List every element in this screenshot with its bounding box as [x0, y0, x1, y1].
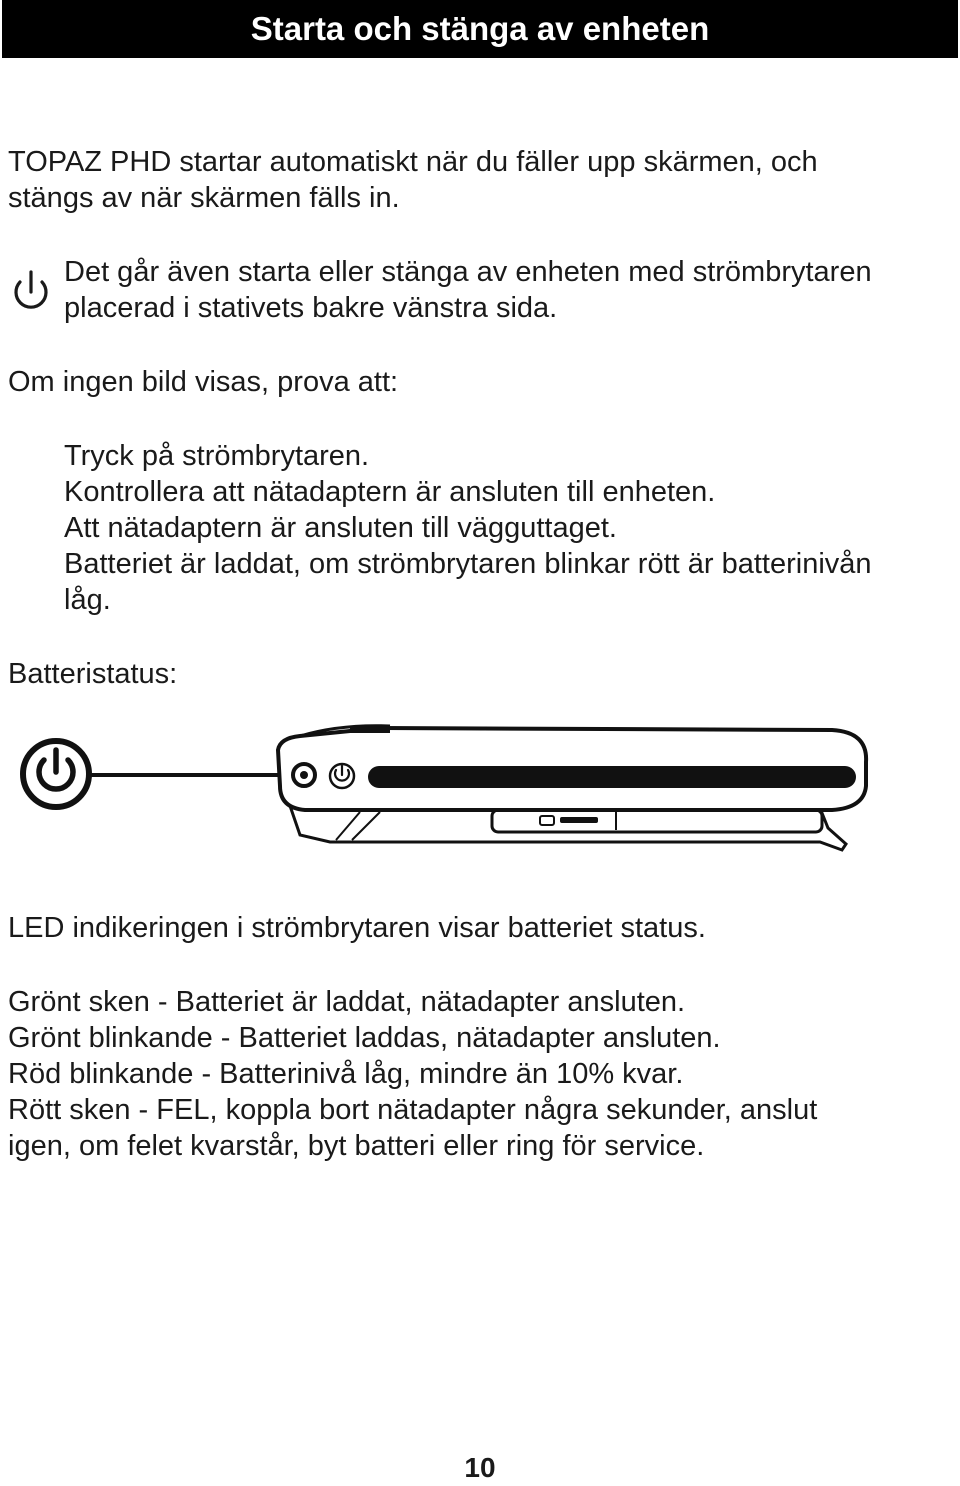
troubleshoot-item: Tryck på strömbrytaren.	[64, 440, 370, 472]
battery-state-item: Rött sken - FEL, koppla bort nätadapter några sekunder, anslut	[8, 1094, 818, 1126]
power-note-line-1: Det går även starta eller stänga av enheten med strömbrytaren	[64, 256, 872, 288]
page-title: Starta och stänga av enheten	[2, 0, 958, 58]
troubleshoot-item-continued: låg.	[64, 584, 111, 616]
power-note-line-2: placerad i stativets bakre vänstra sida.	[64, 292, 558, 324]
battery-state-item: Grönt blinkande - Batteriet laddas, nätadapter ansluten.	[8, 1022, 721, 1054]
device-connector-panel	[492, 810, 822, 832]
troubleshoot-item: Kontrollera att nätadaptern är ansluten till enheten.	[64, 476, 716, 508]
battery-state-item-continued: igen, om felet kvarstår, byt batteri eller ring för service.	[8, 1130, 705, 1162]
device-illustration	[0, 700, 960, 870]
page-number: 10	[464, 1452, 496, 1483]
troubleshoot-lead: Om ingen bild visas, prova att:	[8, 366, 399, 398]
intro-text-line-2: stängs av när skärmen fälls in.	[8, 182, 400, 214]
device-grille	[368, 766, 856, 788]
troubleshoot-item: Batteriet är laddat, om strömbrytaren blinkar rött är batterinivån	[64, 548, 872, 580]
power-button-callout-icon	[23, 741, 89, 807]
troubleshoot-item: Att nätadaptern är ansluten till vägguttaget.	[64, 512, 617, 544]
device-power-button	[330, 764, 354, 788]
power-icon	[10, 270, 52, 314]
led-info-text: LED indikeringen i strömbrytaren visar batteriet status.	[8, 912, 706, 944]
intro-text-line-1: TOPAZ PHD startar automatiskt när du fäller upp skärmen, och	[8, 146, 818, 178]
battery-status-label: Batteristatus:	[8, 658, 178, 690]
battery-state-item: Grönt sken - Batteriet är laddat, nätadapter ansluten.	[8, 986, 686, 1018]
battery-state-item: Röd blinkande - Batterinivå låg, mindre än 10% kvar.	[8, 1058, 684, 1090]
